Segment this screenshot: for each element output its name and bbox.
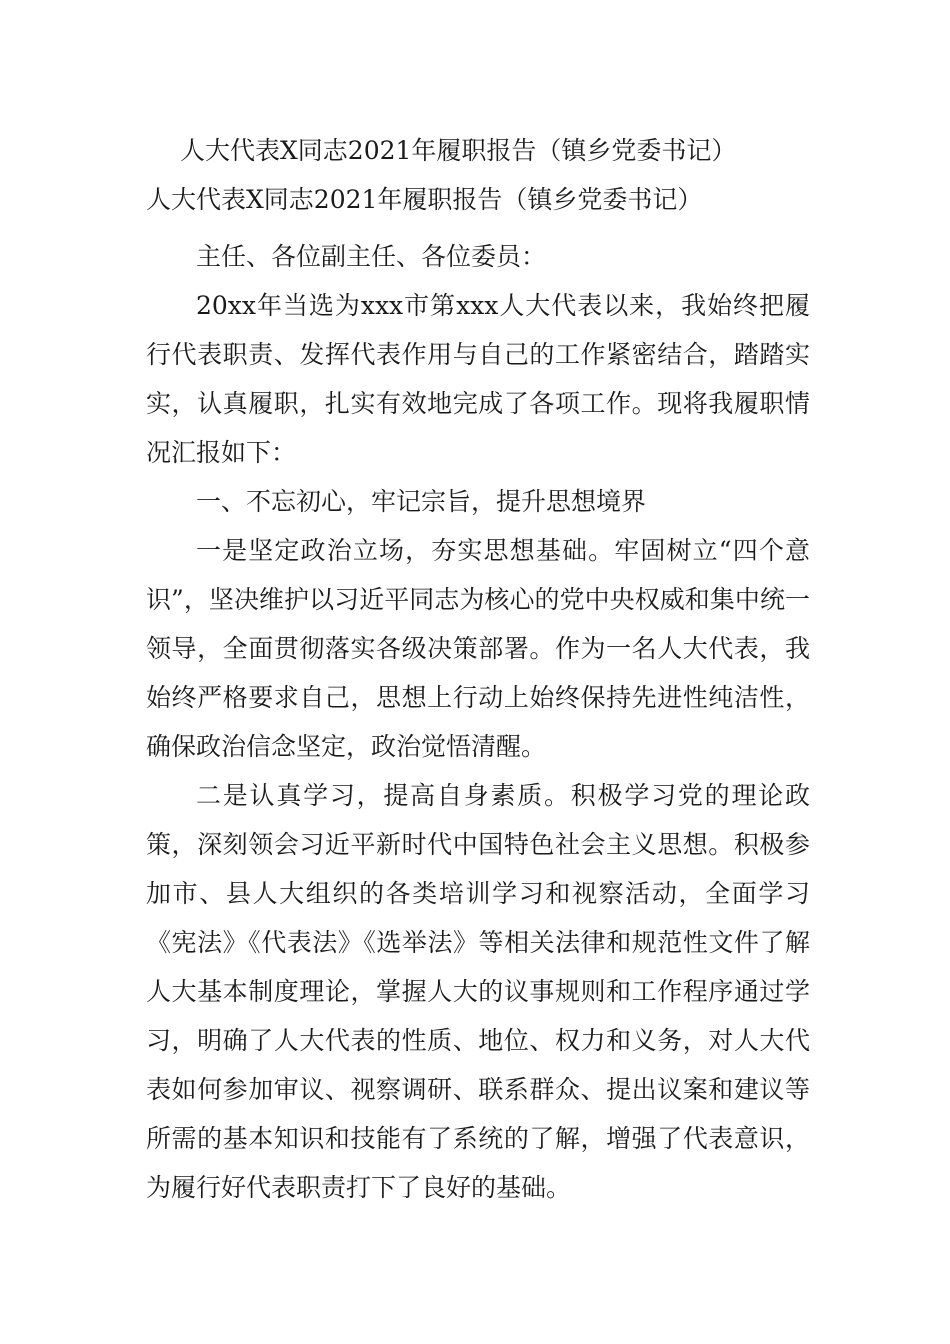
body-paragraph: 一是坚定政治立场，夯实思想基础。牢固树立“四个意识”，坚决维护以习近平同志为核心的党中央权威和集中统一领导，全面贯彻落实各级决策部署。作为一名人大代表，我始终严格要求自己，思想上行动上始终保持先进性纯洁性，确保政治信念坚定，政治觉悟清醒。 bbox=[146, 536, 810, 761]
body-paragraph: 二是认真学习，提高自身素质。积极学习党的理论政策，深刻领会习近平新时代中国特色社会主义思想。积极参加市、县人大组织的各类培训学习和视察活动，全面学习《宪法》《代表法》《选举法》等相关法律和规范性文件了解人大基本制度理论，掌握人大的议事规则和工作程序通过学习，明确了人大代表的性质、地位、权力和义务，对人大代表如何参加审议、视察调研、联系群众、提出议案和建议等所需的基本知识和技能有了系统的了解，增强了代表意识，为履行好代表职责打下了良好的基础。 bbox=[146, 781, 810, 1202]
document-subtitle: 人大代表X同志2021年履职报告（镇乡党委书记） bbox=[146, 185, 703, 214]
document-body bbox=[146, 232, 810, 1212]
salutation-paragraph: 主任、各位副主任、各位委员： bbox=[196, 242, 547, 271]
intro-paragraph: 20xx年当选为xxx市第xxx人大代表以来，我始终把履行代表职责、发挥代表作用与自己的工作紧密结合，踏踏实实，认真履职，扎实有效地完成了各项工作。现将我履职情况汇报如下： bbox=[146, 291, 810, 467]
section-heading: 一、不忘初心，牢记宗旨，提升思想境界 bbox=[196, 487, 647, 516]
document-title: 人大代表X同志2021年履职报告（镇乡党委书记） bbox=[180, 136, 737, 165]
